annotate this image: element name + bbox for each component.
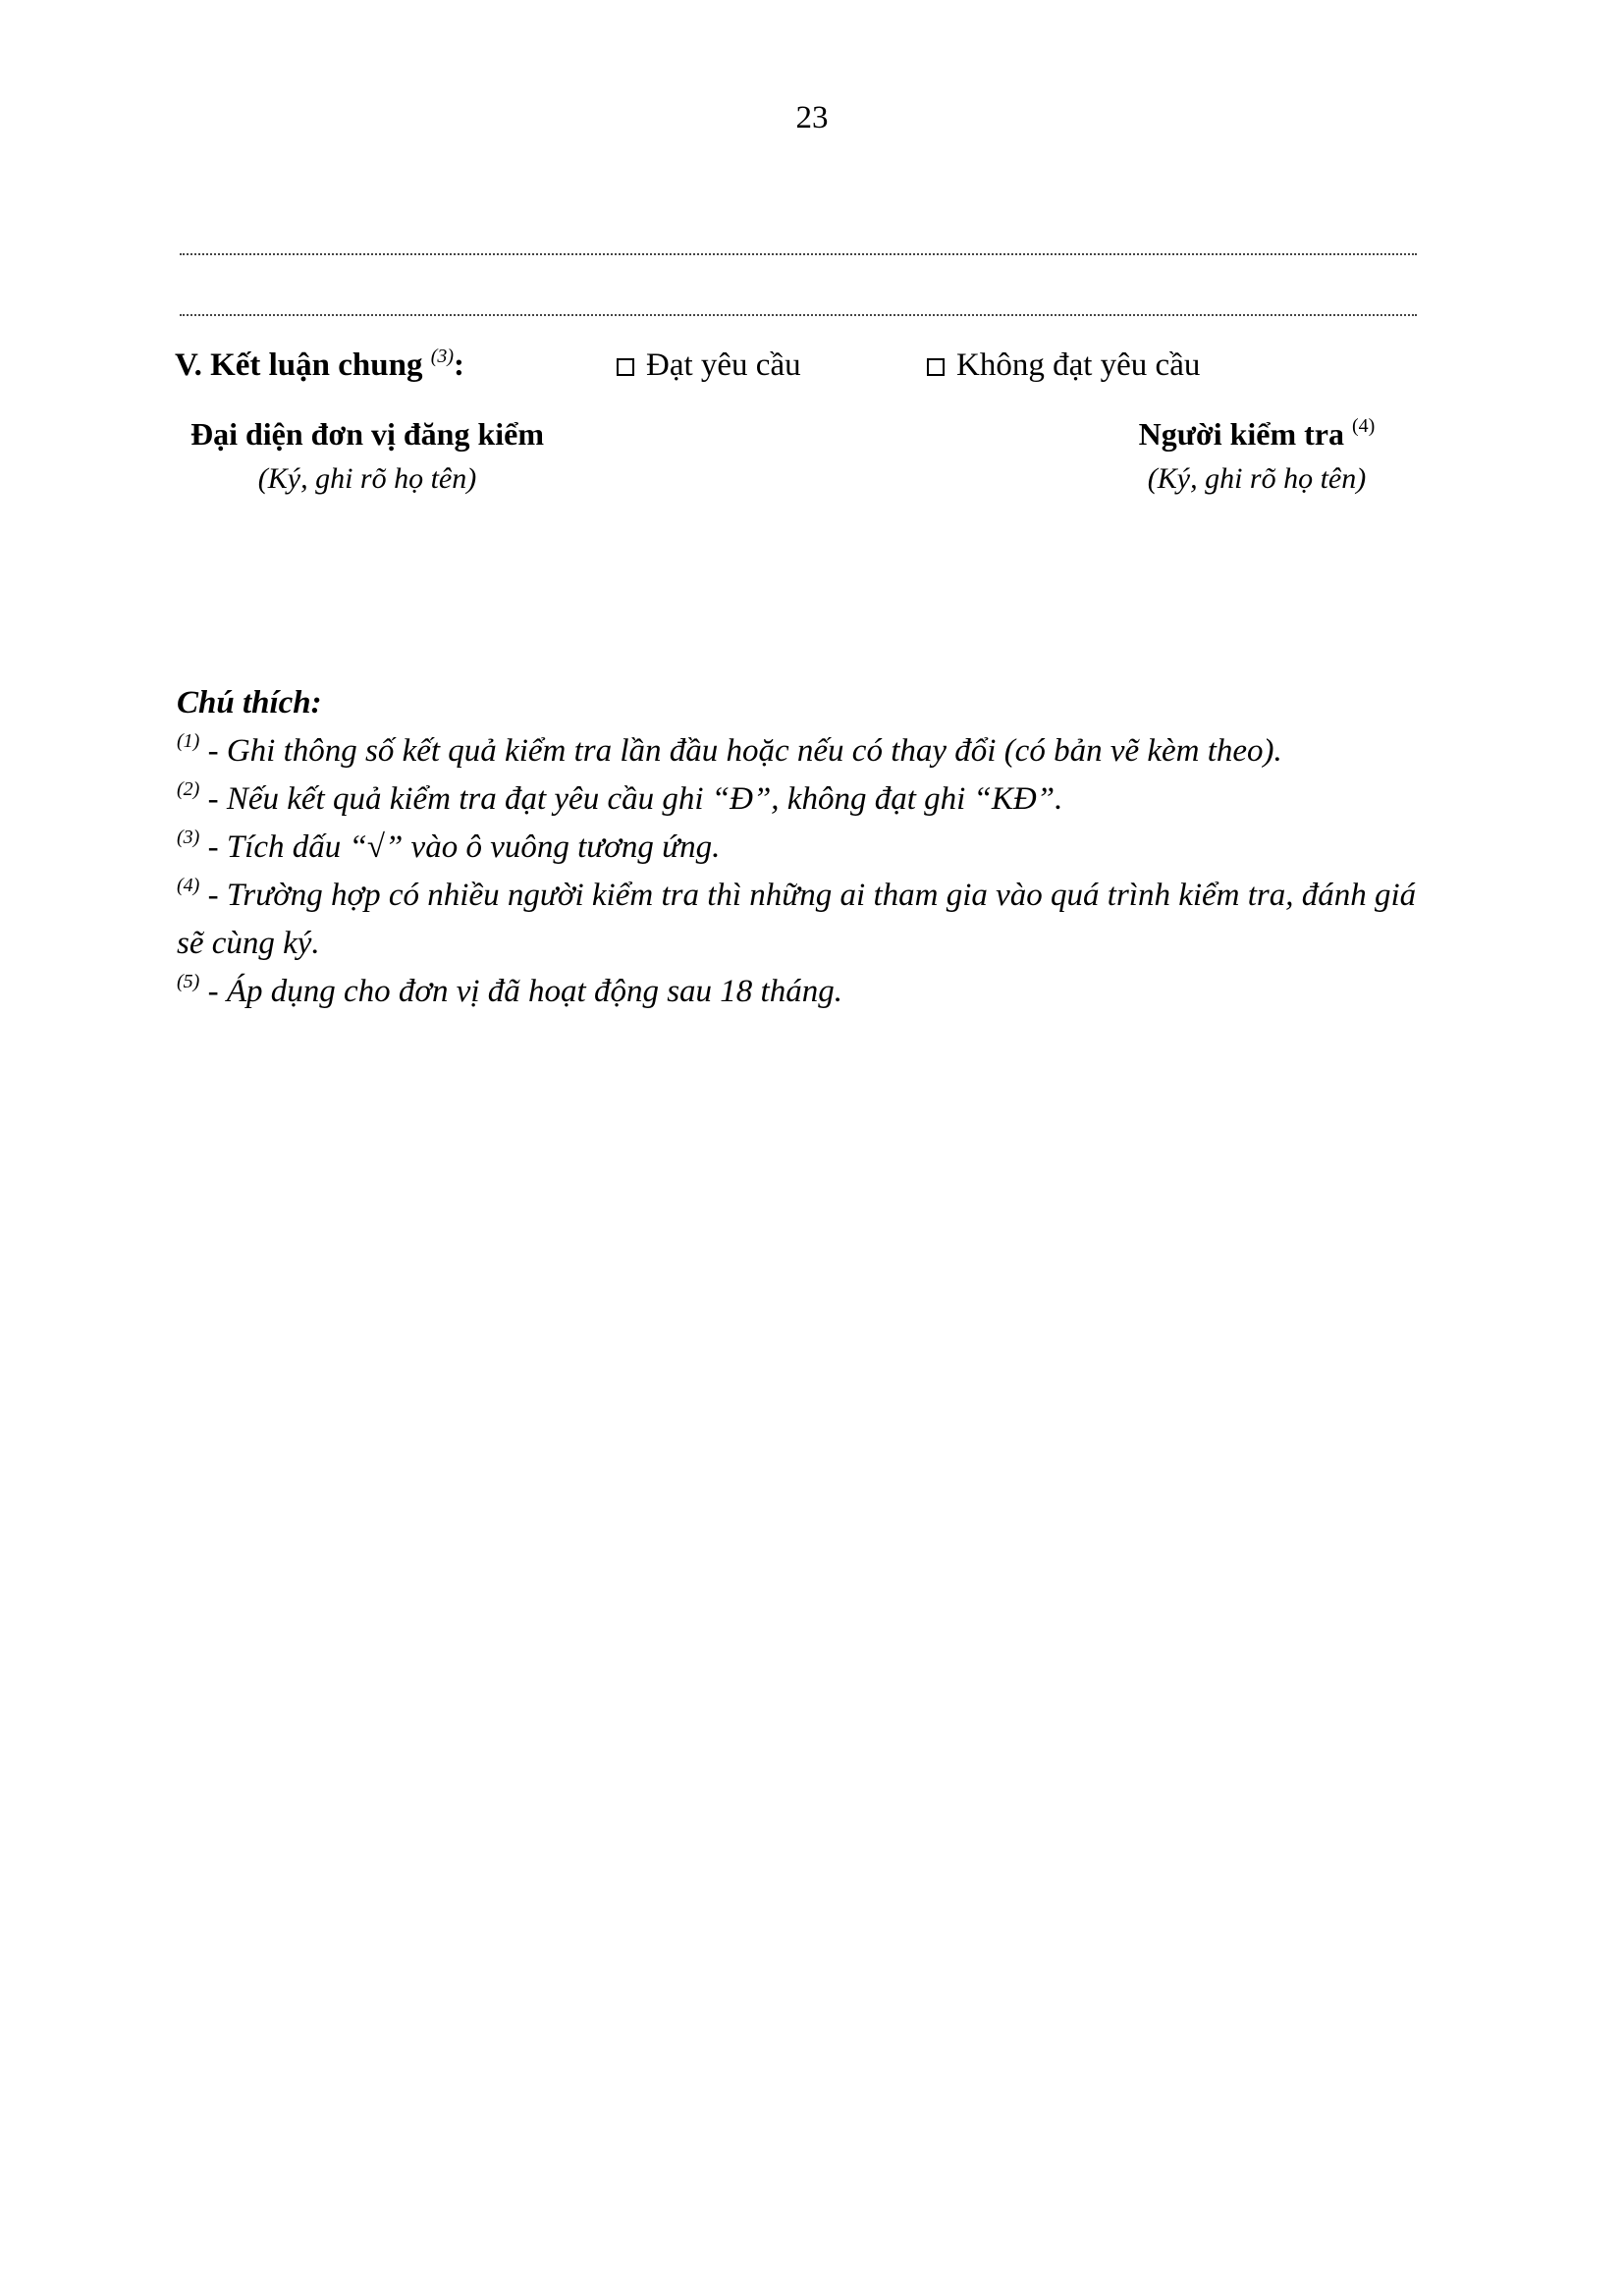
option-fail-label: Không đạt yêu cầu [956, 347, 1201, 383]
conclusion-colon: : [454, 347, 465, 383]
fail-checkbox[interactable] [927, 358, 945, 376]
pass-checkbox[interactable] [617, 358, 634, 376]
note-item-3 [177, 824, 1448, 872]
blank-line-1 [180, 253, 1417, 255]
note-text: - Ghi thông số kết quả kiểm tra lần đầu hoặc nếu có thay đổi (có bản vẽ kèm theo). [199, 733, 1282, 769]
option-pass-label: Đạt yêu cầu [646, 347, 801, 383]
page-number: 23 [795, 100, 829, 135]
note-text: - Nếu kết quả kiểm tra đạt yêu cầu ghi “Đ”, không đạt ghi “KĐ”. [199, 781, 1063, 817]
blank-line-2 [180, 314, 1417, 316]
option-pass[interactable] [617, 344, 801, 387]
notes-section [177, 679, 1448, 1016]
option-fail[interactable] [927, 344, 1200, 387]
note-item-4 [177, 872, 1448, 968]
signature-left [181, 412, 554, 499]
signature-right-hint: (Ký, ghi rõ họ tên) [1147, 462, 1367, 495]
note-ref: (2) [177, 778, 200, 800]
signature-right-title-row [1100, 412, 1414, 455]
note-text: - Trường hợp có nhiều người kiểm tra thì những ai tham gia vào quá trình kiểm tra, đánh giá sẽ cùng ký. [177, 878, 1417, 961]
note-ref: (5) [177, 971, 200, 992]
conclusion-ref: (3) [430, 346, 455, 367]
signature-right [1100, 412, 1414, 499]
note-item-2 [177, 775, 1448, 824]
note-text: - Áp dụng cho đơn vị đã hoạt động sau 18 tháng. [199, 974, 842, 1009]
signature-left-title: Đại diện đơn vị đăng kiểm [189, 416, 545, 452]
note-text: - Tích dấu “√” vào ô vuông tương ứng. [199, 829, 721, 865]
note-ref: (3) [177, 827, 200, 848]
note-ref: (4) [177, 875, 200, 896]
signature-right-title: Người kiểm tra [1138, 416, 1344, 452]
signature-left-hint: (Ký, ghi rõ họ tên) [257, 462, 477, 495]
notes-heading: Chú thích: [177, 685, 322, 721]
note-ref: (1) [177, 730, 200, 752]
conclusion-label: V. Kết luận chung [175, 347, 423, 383]
signature-right-ref: (4) [1352, 415, 1376, 437]
note-item-1 [177, 727, 1448, 775]
conclusion-heading [175, 344, 464, 387]
note-item-5 [177, 968, 1448, 1016]
